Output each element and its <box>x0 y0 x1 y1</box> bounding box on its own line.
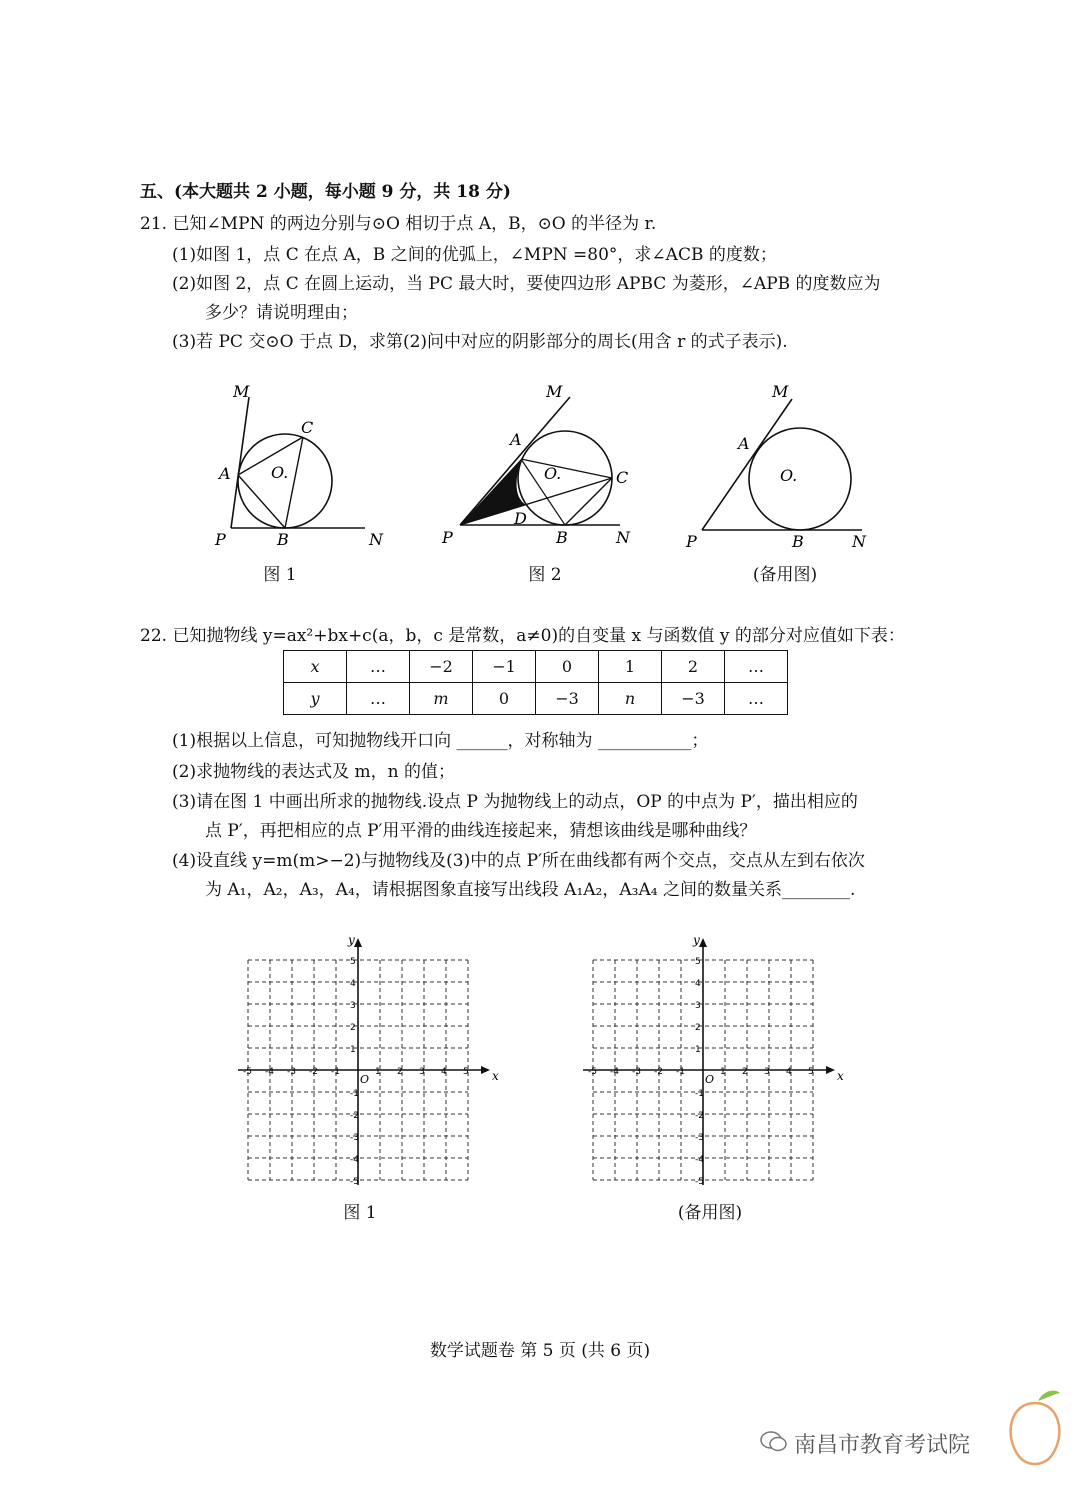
origin-label: O <box>705 1073 715 1086</box>
y-tick-label: 4 <box>350 979 356 989</box>
fig1-caption: 图 1 <box>263 565 297 585</box>
y-tick-label: -5 <box>350 1177 359 1187</box>
y-axis-label: y <box>348 933 355 947</box>
grid1-caption: 图 1 <box>343 1203 377 1223</box>
q21-part2-cont: 多少？请说明理由； <box>205 303 358 323</box>
origin-label: O <box>360 1073 370 1086</box>
q22-part4: (4)设直线 y=m(m>−2)与抛物线及(3)中的点 P′所在曲线都有两个交点，交点从左到右依次 <box>172 851 865 871</box>
x-tick-label: 5 <box>463 1067 469 1077</box>
fig3-caption: (备用图) <box>752 565 818 585</box>
x-tick-label: -2 <box>654 1067 663 1077</box>
fig3-label-O: O. <box>780 466 798 485</box>
table-cell: −2 <box>410 651 473 683</box>
q22-part4-cont: 为 A₁，A₂，A₃，A₄，请根据图象直接写出线段 A₁A₂，A₃A₄ 之间的数量关系________. <box>205 880 856 900</box>
y-tick-label: 5 <box>350 957 356 967</box>
y-tick-label: -4 <box>695 1155 704 1165</box>
q22-part3-cont: 点 P′，再把相应的点 P′用平滑的曲线连接起来，猜想该曲线是哪种曲线？ <box>205 821 757 841</box>
table-cell: y <box>284 683 347 715</box>
y-tick-label: -1 <box>350 1089 359 1099</box>
section-header: 五、(本大题共 2 小题，每小题 9 分，共 18 分) <box>140 182 511 202</box>
table-cell: 2 <box>662 651 725 683</box>
x-tick-label: -2 <box>309 1067 318 1077</box>
x-tick-label: -5 <box>588 1067 597 1077</box>
table-cell: … <box>347 651 410 683</box>
x-tick-label: 3 <box>764 1067 770 1077</box>
q22-part3: (3)请在图 1 中画出所求的抛物线.设点 P 为抛物线上的动点，OP 的中点为 P′，描出相应的 <box>172 792 858 812</box>
y-tick-label: -4 <box>350 1155 359 1165</box>
y-tick-label: -2 <box>695 1111 704 1121</box>
logo-peach-icon <box>1000 1385 1070 1475</box>
y-tick-label: 1 <box>350 1045 356 1055</box>
y-tick-label: -1 <box>695 1089 704 1099</box>
x-tick-label: -5 <box>243 1067 252 1077</box>
table-cell: −3 <box>662 683 725 715</box>
table-cell: m <box>410 683 473 715</box>
x-axis-label: x <box>492 1069 499 1083</box>
fig1-label-A: A <box>219 464 231 483</box>
x-tick-label: -3 <box>632 1067 641 1077</box>
x-tick-label: -4 <box>265 1067 274 1077</box>
x-tick-label: 3 <box>419 1067 425 1077</box>
q22-value-table <box>283 650 788 715</box>
y-tick-label: 5 <box>695 957 701 967</box>
y-tick-label: 3 <box>350 1001 356 1011</box>
table-cell: … <box>347 683 410 715</box>
fig2-label-C: C <box>616 468 629 487</box>
fig2-caption: 图 2 <box>528 565 562 585</box>
watermark-text: 南昌市教育考试院 <box>794 1433 971 1458</box>
wechat-icon <box>760 1430 788 1454</box>
table-cell: … <box>725 651 788 683</box>
fig1-label-P: P <box>215 530 226 549</box>
table-cell: 0 <box>536 651 599 683</box>
table-row-y <box>284 683 788 715</box>
table-cell: … <box>725 683 788 715</box>
table-cell: −3 <box>536 683 599 715</box>
fig1-label-N: N <box>369 530 383 549</box>
y-tick-label: 4 <box>695 979 701 989</box>
y-tick-label: -3 <box>695 1133 704 1143</box>
y-tick-label: -2 <box>350 1111 359 1121</box>
y-axis-arrow <box>699 938 707 947</box>
x-axis-arrow <box>481 1066 490 1074</box>
q22-grid-backup <box>585 930 845 1187</box>
fig2-label-O: O. <box>544 464 562 483</box>
fig1-label-M: M <box>233 382 250 401</box>
x-tick-label: -1 <box>331 1067 340 1077</box>
q21-part1: (1)如图 1，点 C 在点 A，B 之间的优弧上，∠MPN =80°，求∠ACB 的度数； <box>172 245 777 265</box>
y-axis-arrow <box>354 938 362 947</box>
q22-part2: (2)求抛物线的表达式及 m，n 的值； <box>172 762 455 782</box>
fig2-label-A: A <box>510 430 522 449</box>
y-tick-label: 2 <box>350 1023 356 1033</box>
x-tick-label: 2 <box>742 1067 748 1077</box>
y-tick-label: 3 <box>695 1001 701 1011</box>
x-tick-label: -1 <box>676 1067 685 1077</box>
fig1-label-O: O. <box>271 463 289 482</box>
fig3-label-A: A <box>738 434 750 453</box>
x-axis-label: x <box>837 1069 844 1083</box>
q21-stem: 21. 已知∠MPN 的两边分别与⊙O 相切于点 A，B，⊙O 的半径为 r. <box>140 214 657 234</box>
x-tick-label: 4 <box>786 1067 792 1077</box>
x-tick-label: 1 <box>375 1067 381 1077</box>
x-tick-label: 4 <box>441 1067 447 1077</box>
q21-figure-2 <box>440 375 640 555</box>
fig1-label-C: C <box>301 418 314 437</box>
q21-figure-1 <box>205 375 405 555</box>
fig3-label-N: N <box>852 532 866 551</box>
fig2-label-D: D <box>514 509 527 528</box>
page-footer: 数学试题卷 第 5 页 (共 6 页) <box>429 1341 651 1361</box>
y-tick-label: -5 <box>695 1177 704 1187</box>
fig1-label-B: B <box>277 530 289 549</box>
table-cell: x <box>284 651 347 683</box>
q22-grid-figure-1 <box>240 930 500 1187</box>
table-cell: −1 <box>473 651 536 683</box>
q21-backup-figure <box>680 375 880 555</box>
y-axis-label: y <box>693 933 700 947</box>
y-tick-label: -3 <box>350 1133 359 1143</box>
fig3-label-P: P <box>686 532 697 551</box>
fig2-label-P: P <box>442 528 453 547</box>
fig3-label-M: M <box>772 382 789 401</box>
q21-part2: (2)如图 2，点 C 在圆上运动，当 PC 最大时，要使四边形 APBC 为菱形，∠APB 的度数应为 <box>172 274 881 294</box>
x-axis-arrow <box>826 1066 835 1074</box>
fig3-label-B: B <box>792 532 804 551</box>
x-tick-label: -3 <box>287 1067 296 1077</box>
table-cell: 1 <box>599 651 662 683</box>
x-tick-label: -4 <box>610 1067 619 1077</box>
q21-part3: (3)若 PC 交⊙O 于点 D，求第(2)问中对应的阴影部分的周长(用含 r 的式子表示). <box>172 332 788 352</box>
x-tick-label: 1 <box>720 1067 726 1077</box>
q22-part1: (1)根据以上信息，可知抛物线开口向 ______，对称轴为 ___________； <box>172 731 709 751</box>
q22-stem: 22. 已知抛物线 y=ax²+bx+c(a，b，c 是常数，a≠0)的自变量 x 与函数值 y 的部分对应值如下表： <box>140 626 905 646</box>
table-cell: n <box>599 683 662 715</box>
y-tick-label: 2 <box>695 1023 701 1033</box>
fig2-label-M: M <box>546 382 563 401</box>
x-tick-label: 2 <box>397 1067 403 1077</box>
x-tick-label: 5 <box>808 1067 814 1077</box>
y-tick-label: 1 <box>695 1045 701 1055</box>
table-row-x <box>284 651 788 683</box>
fig2-label-B: B <box>556 528 568 547</box>
grid2-caption: (备用图) <box>677 1203 743 1223</box>
table-cell: 0 <box>473 683 536 715</box>
fig2-label-N: N <box>616 528 630 547</box>
